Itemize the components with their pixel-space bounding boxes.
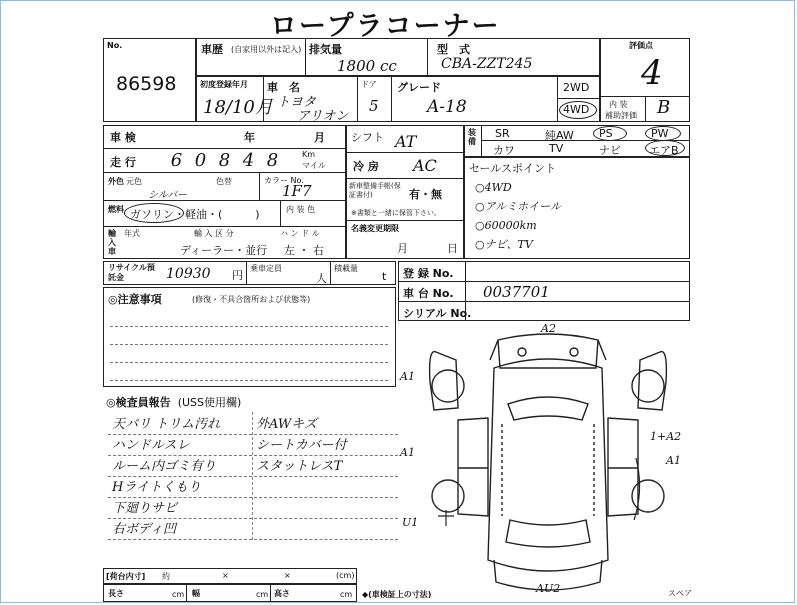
mileage-digit: 8 xyxy=(218,150,231,171)
ac-value: AC xyxy=(413,156,437,175)
mileage-digit: 0 xyxy=(194,150,207,171)
serial-label: シリアル No. xyxy=(403,307,472,320)
grade-value: A-18 xyxy=(427,97,467,117)
equipment-block xyxy=(464,125,690,157)
notes-sub: (修復・不具合箇所および状態等) xyxy=(192,295,311,304)
mileage-digits xyxy=(166,150,283,171)
equip-leather: カワ xyxy=(493,144,515,157)
recycle-value: 10930 xyxy=(166,266,211,282)
cargo-row xyxy=(103,568,357,584)
car-model-name: アリオン xyxy=(297,109,349,124)
manual-label: 新車整備手帳(保証書付) xyxy=(349,182,401,199)
cargo-x2: × xyxy=(284,571,291,580)
reg-label: 初度登録年月 xyxy=(200,80,248,89)
interior-sub: 補助評価 xyxy=(605,111,637,120)
report-left-list xyxy=(112,414,220,540)
airbag-circle xyxy=(645,140,685,156)
mileage-digit: 6 xyxy=(170,150,183,171)
manual-value: 有・無 xyxy=(409,188,442,201)
color-code-value: 1F7 xyxy=(282,182,312,200)
equip-ps: PS xyxy=(599,127,613,140)
damage-mark: A1 xyxy=(666,454,681,467)
sales-point: ○4WD xyxy=(475,181,512,194)
report-item: Hライトくもり xyxy=(112,480,201,495)
equipment-label: 装備 xyxy=(468,128,476,146)
chassis-value: 0037701 xyxy=(483,283,550,301)
notes-label: ◎注意事項 xyxy=(108,293,162,306)
import-dealer: ディーラー・並行 xyxy=(180,244,268,257)
spare-label: スペア xyxy=(668,589,692,598)
reg-no-label: 登 録 No. xyxy=(403,267,454,280)
cargo-approx: 約 xyxy=(162,572,170,581)
sales-block xyxy=(464,157,690,259)
registry-block xyxy=(398,261,690,321)
score-box xyxy=(600,38,690,122)
import-lr: 左 ・ 右 xyxy=(284,244,324,257)
damage-mark: A1 xyxy=(400,370,415,383)
damage-stroke-left xyxy=(438,510,454,526)
notes-block xyxy=(103,287,396,387)
cargo-cm: (cm) xyxy=(336,571,355,580)
model-label: 型 式 xyxy=(437,43,470,56)
dims-row xyxy=(103,584,357,602)
report-right-list xyxy=(256,414,347,477)
name-change-month: 月 xyxy=(397,242,408,255)
import-year: 年式 xyxy=(124,229,140,238)
shift-label: シフト xyxy=(351,131,384,144)
reg-value: 18/10月 xyxy=(203,97,273,118)
import-handle: ハ ン ド ル xyxy=(280,229,320,238)
score-value: 4 xyxy=(641,53,663,93)
fuel-circle xyxy=(124,203,184,223)
drive-4wd: 4WD xyxy=(563,103,590,116)
recycle-unit: 円 xyxy=(232,269,243,282)
report-sub: (USS使用欄) xyxy=(177,396,242,409)
grade-label: グレード xyxy=(397,81,441,94)
windshield xyxy=(508,397,588,420)
equip-tv: TV xyxy=(549,142,564,155)
interior-value: B xyxy=(657,97,671,118)
dims-note: ◆(車検証上の寸法) xyxy=(362,590,432,599)
damage-stroke-right xyxy=(634,458,640,520)
drive-4wd-circle xyxy=(559,101,597,119)
displacement-label: 排気量 xyxy=(309,43,342,56)
dims-length-cm: cm xyxy=(172,590,185,599)
color-label: 外色 xyxy=(108,177,124,186)
load-label: 積載量 xyxy=(334,264,358,273)
spec-block xyxy=(103,125,346,259)
dims-width-cm: cm xyxy=(256,590,269,599)
report-item: ルーム内ゴミ有り xyxy=(112,459,217,474)
mileage-digit: 8 xyxy=(266,150,279,171)
model-value: CBA-ZZT245 xyxy=(441,56,533,72)
color-orig-label: 元色 xyxy=(126,177,142,186)
displacement-value: 1800 cc xyxy=(337,57,397,75)
import-division: 輸 入 区 分 xyxy=(194,229,234,238)
equip-airbag: エアB xyxy=(649,144,679,157)
sales-point: ○ナビ、TV xyxy=(475,238,533,251)
color-code-label: カラー No. xyxy=(264,176,304,185)
report-item: 下廻りサビ xyxy=(112,501,178,516)
damage-mark: U1 xyxy=(402,516,419,529)
equip-sr: SR xyxy=(495,127,510,140)
no-label: No. xyxy=(107,41,123,50)
capacity-unit: 人 xyxy=(316,272,327,285)
fuel-options: ガソリン・軽油・( ) xyxy=(130,208,260,221)
doors-label: ドア xyxy=(361,80,377,89)
sales-points xyxy=(475,178,561,254)
history-label: 車歴 xyxy=(201,43,223,56)
capacity-label: 乗車定員 xyxy=(250,264,282,273)
drive-2wd: 2WD xyxy=(563,81,590,94)
inspection-label: 車 検 xyxy=(110,131,136,144)
no-value: 86598 xyxy=(116,73,177,95)
no-box xyxy=(103,38,196,122)
report-header xyxy=(106,391,241,410)
sheet-title: ロープラコーナー xyxy=(270,11,501,42)
chassis-label: 車 台 No. xyxy=(403,287,454,300)
report-item: 右ボディ凹 xyxy=(112,522,176,537)
dims-length: 長さ xyxy=(108,589,124,598)
name-change-day: 日 xyxy=(447,242,458,255)
sales-label: セールスポイント xyxy=(469,162,557,175)
name-change-label: 名義変更期限 xyxy=(351,224,399,233)
manual-note: ※書類と一緒に保管下さい。 xyxy=(351,209,441,217)
ps-circle xyxy=(593,126,627,141)
recycle-row xyxy=(103,261,396,285)
inspection-month: 月 xyxy=(314,131,325,144)
report-item: シートカバー付 xyxy=(256,438,347,453)
report-item: スタットレスT xyxy=(256,459,343,474)
interior-color-label: 内 装 色 xyxy=(286,205,316,214)
score-label: 評価点 xyxy=(629,41,653,50)
middle-block xyxy=(346,125,464,259)
report-item: ハンドルスレ xyxy=(112,438,190,453)
history-row xyxy=(196,38,600,76)
car-damage-diagram xyxy=(398,320,698,602)
car-maker: トヨタ xyxy=(277,95,317,110)
mileage-digit: 4 xyxy=(242,150,255,171)
report-label: ◎検査員報告 xyxy=(106,396,171,409)
sales-point: ○アルミホイール xyxy=(475,200,561,213)
damage-mark: A1 xyxy=(400,446,415,459)
interior-label: 内 装 xyxy=(609,100,628,109)
reg-row xyxy=(196,76,600,122)
equip-pw: PW xyxy=(651,127,669,140)
equip-aw: 純AW xyxy=(545,129,574,142)
import-label: 輸入車 xyxy=(108,229,116,256)
shift-value: AT xyxy=(395,132,417,151)
color-tone: 色替 xyxy=(216,177,232,186)
doors-value: 5 xyxy=(369,97,379,115)
cargo-label: [荷台内寸] xyxy=(106,572,146,581)
pw-circle xyxy=(645,126,681,141)
color-orig-value: シルバー xyxy=(148,190,188,201)
ac-label: 冷 房 xyxy=(353,160,379,173)
dims-height: 高さ xyxy=(274,589,290,598)
damage-mark: AU2 xyxy=(536,582,561,595)
damage-mark: A2 xyxy=(541,322,556,335)
report-item: 天バリ トリム汚れ xyxy=(112,417,221,432)
sales-point: ○60000km xyxy=(475,219,537,232)
mileage-km: Km xyxy=(302,150,316,159)
mileage-mile: マイル xyxy=(302,161,326,170)
dims-height-cm: cm xyxy=(340,590,353,599)
car-name-label: 車 名 xyxy=(267,81,300,94)
history-note: (自家用以外は記入) xyxy=(231,45,302,54)
cargo-x1: × xyxy=(222,571,229,580)
rear-window xyxy=(506,520,590,547)
inspection-year: 年 xyxy=(244,131,255,144)
load-unit: t xyxy=(382,270,387,283)
recycle-label: リサイクル預託金 xyxy=(108,263,155,282)
damage-mark: 1+A2 xyxy=(650,430,682,443)
mileage-label: 走 行 xyxy=(110,156,136,169)
equip-navi: ナビ xyxy=(599,144,621,157)
dims-width: 幅 xyxy=(192,589,200,598)
fuel-label: 燃料 xyxy=(108,205,124,214)
report-item: 外AWキズ xyxy=(256,417,317,432)
